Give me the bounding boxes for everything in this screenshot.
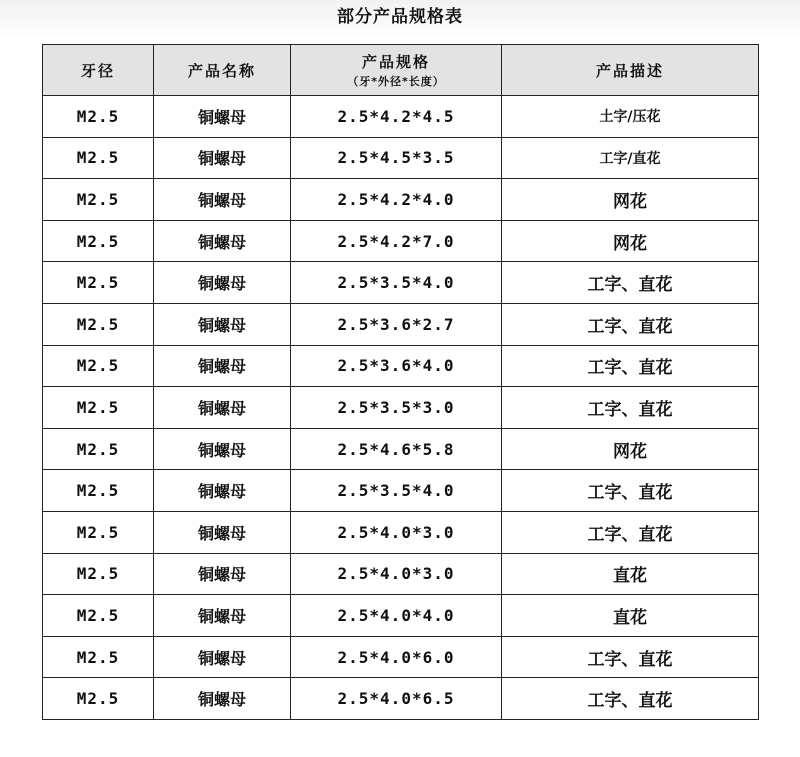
cell-spec: 2.5*4.0*3.0 xyxy=(291,511,502,553)
cell-description: 工字/直花 xyxy=(502,137,759,179)
table-row xyxy=(43,511,759,553)
cell-spec: 2.5*3.5*3.0 xyxy=(291,387,502,429)
header-desc: 产品描述 xyxy=(502,45,759,96)
table-row xyxy=(43,179,759,221)
table-row xyxy=(43,636,759,678)
cell-spec: 2.5*4.2*4.0 xyxy=(291,179,502,221)
cell-thread: M2.5 xyxy=(43,179,154,221)
table-row xyxy=(43,678,759,720)
cell-thread: M2.5 xyxy=(43,220,154,262)
cell-spec: 2.5*4.0*6.5 xyxy=(291,678,502,720)
cell-product-name: 铜螺母 xyxy=(154,179,291,221)
table-header xyxy=(43,45,759,96)
header-thread: 牙径 xyxy=(43,45,154,96)
page-title: 部分产品规格表 xyxy=(337,7,463,27)
table-row xyxy=(43,137,759,179)
cell-thread: M2.5 xyxy=(43,137,154,179)
cell-product-name: 铜螺母 xyxy=(154,387,291,429)
cell-thread: M2.5 xyxy=(43,511,154,553)
header-spec-sub: （牙*外径*长度） xyxy=(347,75,445,88)
cell-thread: M2.5 xyxy=(43,96,154,138)
cell-description: 工字、直花 xyxy=(502,678,759,720)
cell-spec: 2.5*3.5*4.0 xyxy=(291,262,502,304)
cell-product-name: 铜螺母 xyxy=(154,511,291,553)
cell-description: 网花 xyxy=(502,179,759,221)
cell-product-name: 铜螺母 xyxy=(154,595,291,637)
cell-thread: M2.5 xyxy=(43,387,154,429)
cell-spec: 2.5*4.0*4.0 xyxy=(291,595,502,637)
cell-product-name: 铜螺母 xyxy=(154,220,291,262)
table-row xyxy=(43,553,759,595)
table-row xyxy=(43,262,759,304)
cell-description: 工字、直花 xyxy=(502,387,759,429)
table-body xyxy=(43,96,759,720)
cell-description: 直花 xyxy=(502,553,759,595)
table-row xyxy=(43,345,759,387)
table-row xyxy=(43,470,759,512)
cell-spec: 2.5*4.2*4.5 xyxy=(291,96,502,138)
cell-product-name: 铜螺母 xyxy=(154,636,291,678)
cell-product-name: 铜螺母 xyxy=(154,428,291,470)
table-row xyxy=(43,303,759,345)
cell-spec: 2.5*4.2*7.0 xyxy=(291,220,502,262)
cell-thread: M2.5 xyxy=(43,428,154,470)
cell-description: 工字、直花 xyxy=(502,511,759,553)
cell-product-name: 铜螺母 xyxy=(154,262,291,304)
header-spec-label: 产品规格 xyxy=(361,53,430,71)
cell-spec: 2.5*3.6*4.0 xyxy=(291,345,502,387)
cell-spec: 2.5*4.0*6.0 xyxy=(291,636,502,678)
cell-product-name: 铜螺母 xyxy=(154,96,291,138)
cell-description: 工字、直花 xyxy=(502,303,759,345)
header-row xyxy=(43,45,759,96)
table-row xyxy=(43,387,759,429)
table-row xyxy=(43,428,759,470)
cell-product-name: 铜螺母 xyxy=(154,470,291,512)
table-row xyxy=(43,595,759,637)
cell-description: 工字、直花 xyxy=(502,470,759,512)
cell-description: 工字、直花 xyxy=(502,262,759,304)
cell-thread: M2.5 xyxy=(43,303,154,345)
cell-description: 网花 xyxy=(502,428,759,470)
cell-description: 土字/压花 xyxy=(502,96,759,138)
cell-spec: 2.5*4.6*5.8 xyxy=(291,428,502,470)
cell-product-name: 铜螺母 xyxy=(154,553,291,595)
cell-description: 网花 xyxy=(502,220,759,262)
cell-thread: M2.5 xyxy=(43,553,154,595)
table-row xyxy=(43,220,759,262)
cell-description: 工字、直花 xyxy=(502,636,759,678)
spec-table xyxy=(42,44,759,720)
cell-spec: 2.5*4.0*3.0 xyxy=(291,553,502,595)
cell-spec: 2.5*3.6*2.7 xyxy=(291,303,502,345)
cell-product-name: 铜螺母 xyxy=(154,345,291,387)
cell-description: 直花 xyxy=(502,595,759,637)
cell-thread: M2.5 xyxy=(43,345,154,387)
header-name: 产品名称 xyxy=(154,45,291,96)
cell-thread: M2.5 xyxy=(43,595,154,637)
cell-thread: M2.5 xyxy=(43,636,154,678)
header-spec xyxy=(291,45,502,96)
cell-product-name: 铜螺母 xyxy=(154,678,291,720)
cell-description: 工字、直花 xyxy=(502,345,759,387)
cell-product-name: 铜螺母 xyxy=(154,303,291,345)
cell-product-name: 铜螺母 xyxy=(154,137,291,179)
cell-spec: 2.5*4.5*3.5 xyxy=(291,137,502,179)
cell-thread: M2.5 xyxy=(43,678,154,720)
cell-thread: M2.5 xyxy=(43,262,154,304)
cell-thread: M2.5 xyxy=(43,470,154,512)
cell-spec: 2.5*3.5*4.0 xyxy=(291,470,502,512)
table-row xyxy=(43,96,759,138)
